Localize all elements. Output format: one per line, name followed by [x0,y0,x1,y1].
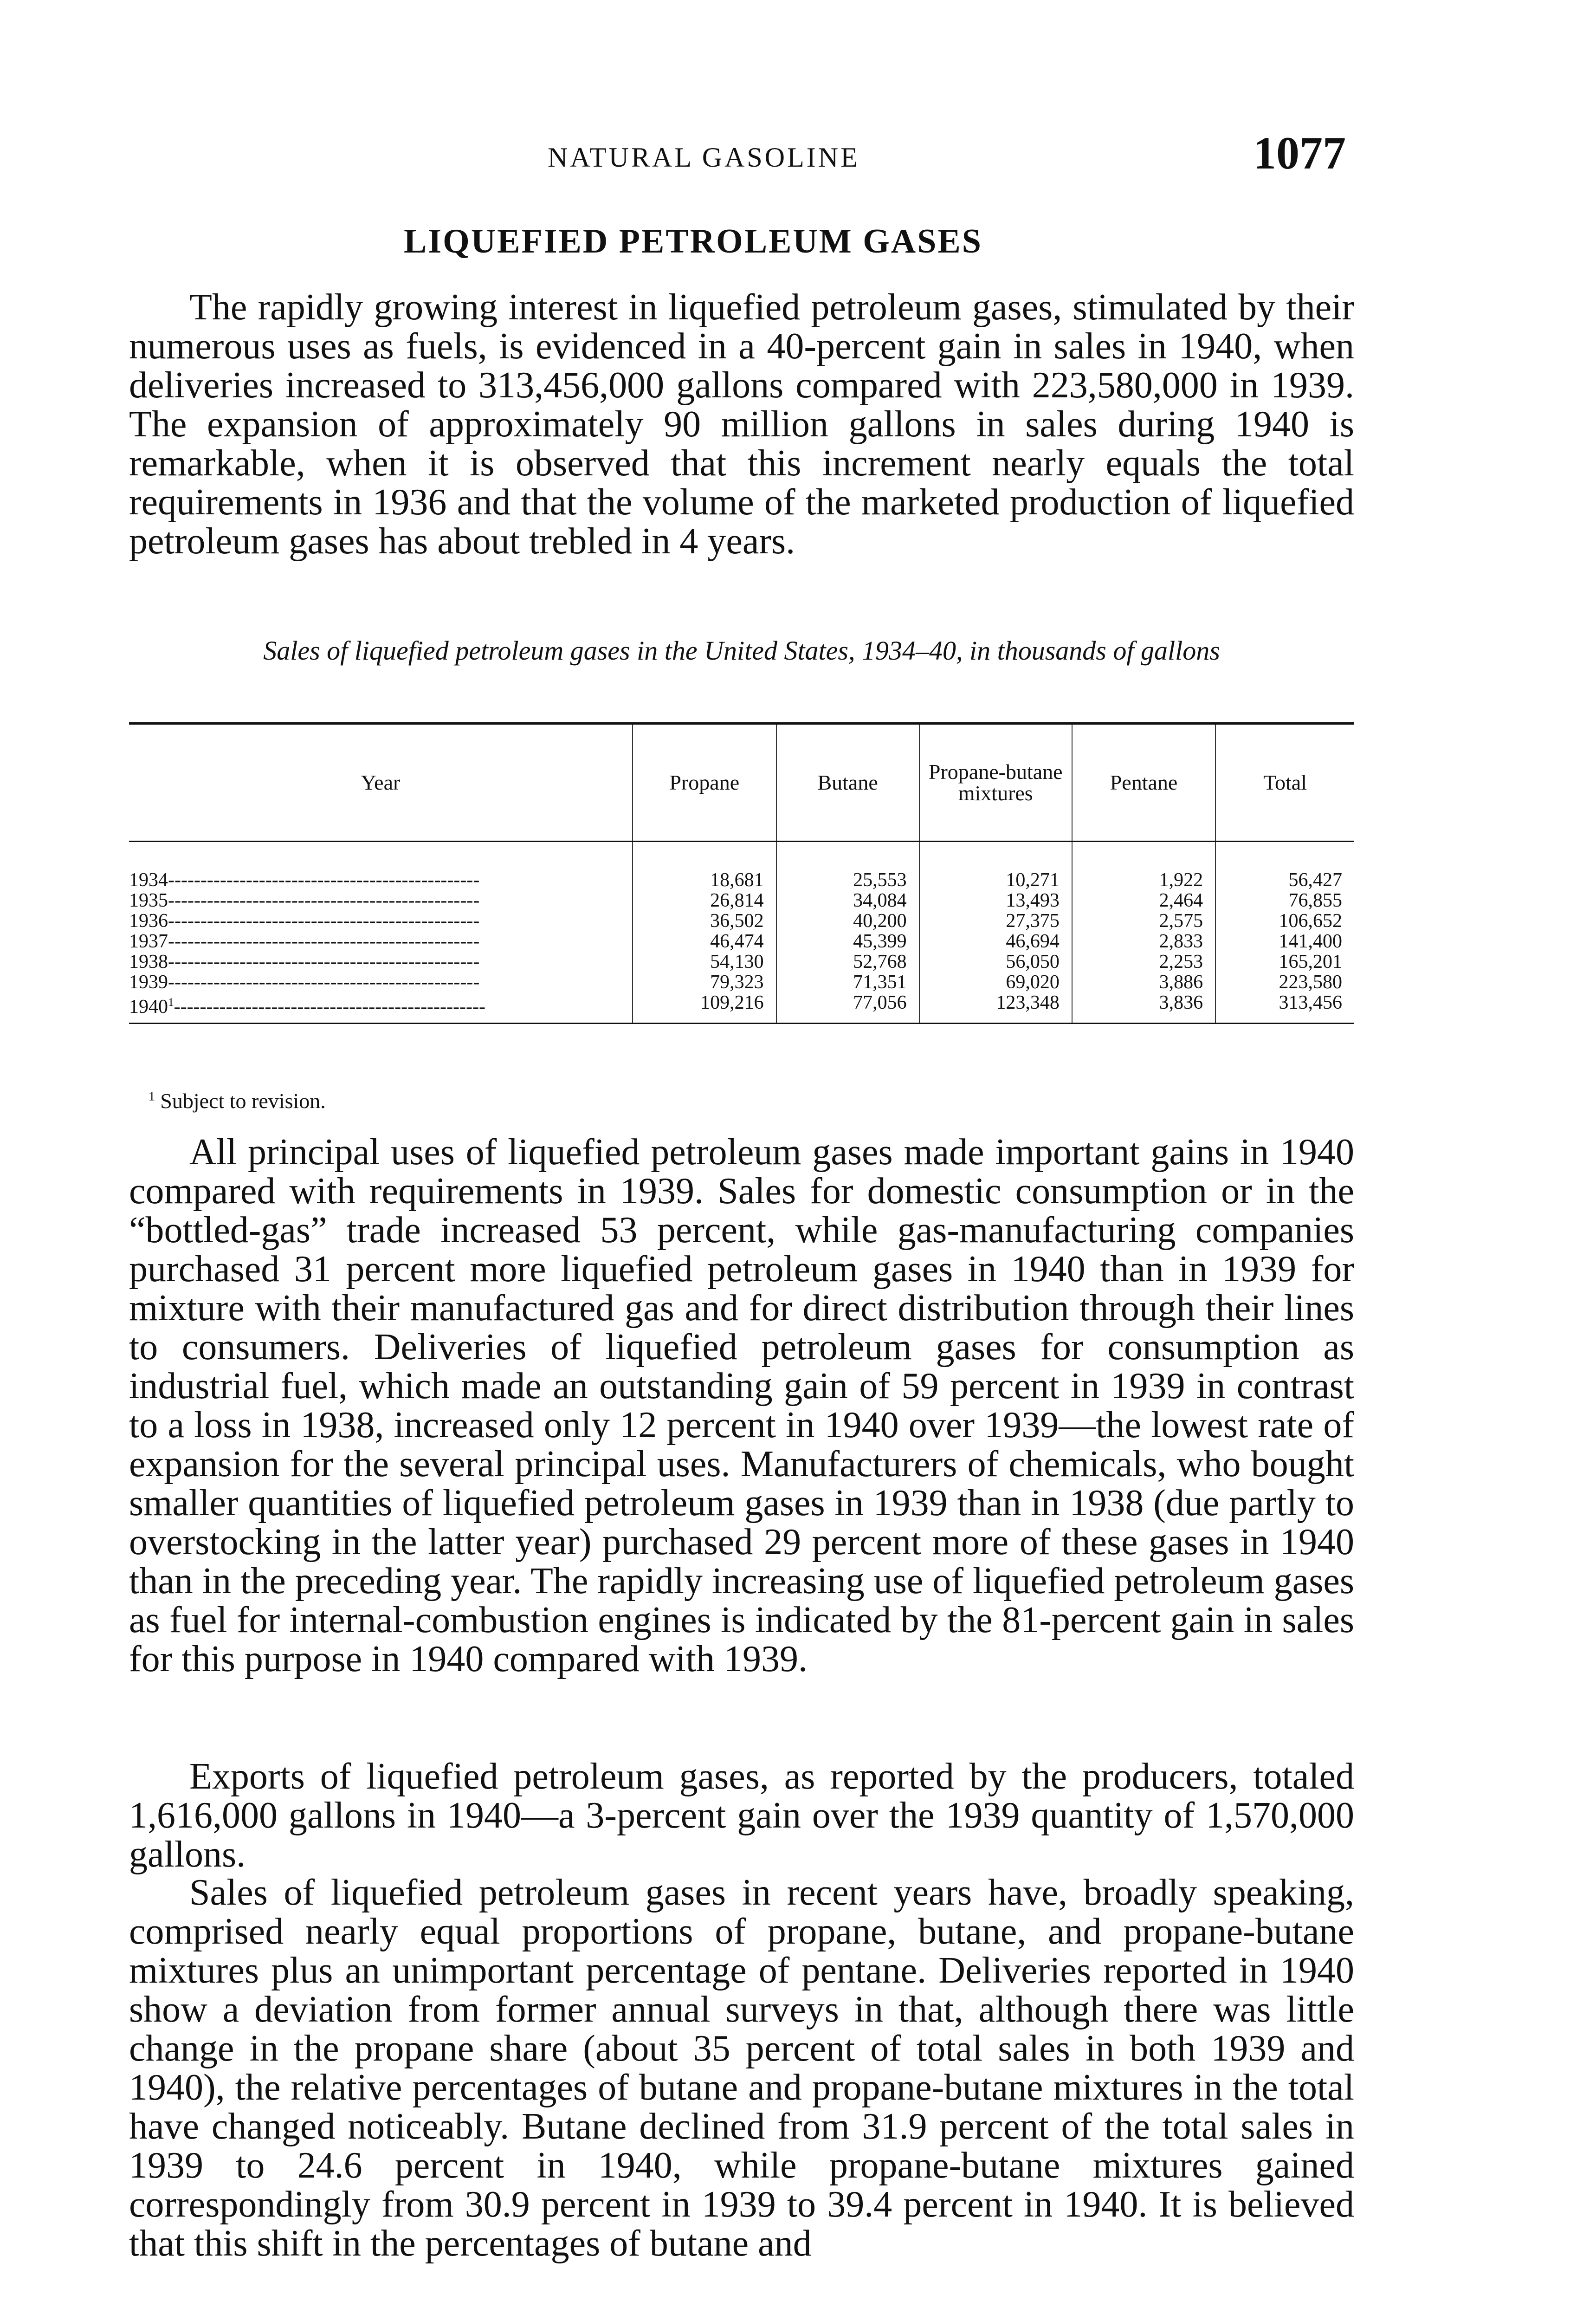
pentane-cell: 1,922 [1159,869,1203,891]
propane-column [633,842,776,1024]
year-cell: 1938------------------------------------------------ [129,952,480,972]
butane-cell: 25,553 [853,869,907,891]
year-cell: 1935------------------------------------------------ [129,890,480,911]
intro-paragraph: The rapidly growing interest in liquefied petroleum gases, stimulated by their numerous uses as fuels, is evidenced in a 40-percent gain in sales in 1940, when deliveries increased to 313,456,000 gallons compared with 223,580,000 in 1939. The expansion of approximately 90 million gallons in sales during 1940 is remarkable, when it is observed that this increment nearly equals the total requirements in 1936 and that the volume of the marketed production of liquefied petroleum gases has about trebled in 4 years. [129,287,1354,562]
butane-cell: 71,351 [853,972,907,993]
column-header-pentane: Pentane [1072,724,1215,842]
mixtures-cell: 46,694 [1006,931,1060,952]
column-header-mixtures: Propane-butane mixtures [919,724,1072,842]
total-cell: 76,855 [1288,890,1342,911]
total-cell: 223,580 [1279,972,1342,993]
propane-cell: 46,474 [710,931,764,952]
propane-cell: 18,681 [710,869,764,891]
propane-cell: 26,814 [710,890,764,911]
pentane-cell: 2,575 [1159,910,1203,932]
mixtures-cell: 69,020 [1006,972,1060,993]
body-paragraph-uses: All principal uses of liquefied petroleum gases made important gains in 1940 compared with requirements in 1939. Sales for domestic consumption or in the “bottled-gas” trade increased 53 percent, while gas-manufacturing companies purchased 31 percent more liquefied petroleum gases in 1940 than in 1939 for mixture with their manufactured gas and for direct distribution through their lines to consumers. Deliveries of liquefied petroleum gases for consumption as industrial fuel, which made an outstanding gain of 59 percent in 1939 in contrast to a loss in 1938, increased only 12 percent in 1940 over 1939—the lowest rate of expansion for the several principal uses. Manufacturers of chemicals, who bought smaller quantities of liquefied petroleum gases in 1939 than in 1938 (due partly to overstocking in the latter year) purchased 29 percent more of these gases in 1940 than in the preceding year. The rapidly increasing use of liquefied petroleum gases as fuel for internal-combustion engines is indicated by the 81-percent gain in sales for this purpose in 1940 compared with 1939. [129,1132,1354,1679]
pentane-cell: 3,836 [1159,992,1203,1013]
column-header-year: Year [129,724,633,842]
footnote-text: Subject to revision. [160,1089,326,1113]
total-cell: 106,652 [1279,910,1342,932]
page-number: 1077 [1253,127,1346,179]
pentane-cell: 2,833 [1159,931,1203,952]
year-cell: 1937------------------------------------------------ [129,931,480,952]
butane-cell: 34,084 [853,890,907,911]
table-footnote [149,1089,326,1113]
propane-cell: 79,323 [710,972,764,993]
running-head: NATURAL GASOLINE [548,142,860,173]
butane-cell: 77,056 [853,992,907,1013]
mixtures-cell: 27,375 [1006,910,1060,932]
total-cell: 165,201 [1279,951,1342,972]
total-cell: 56,427 [1288,869,1342,891]
table-header-row [129,724,1354,842]
propane-cell: 36,502 [710,910,764,932]
mixtures-cell: 123,348 [996,992,1060,1013]
year-cell: 1939------------------------------------------------ [129,972,480,992]
butane-column [776,842,919,1024]
body-paragraph-exports: Exports of liquefied petroleum gases, as reported by the producers, totaled 1,616,000 gallons in 1940—a 3-percent gain over the 1939 quantity of 1,570,000 gallons. [129,1756,1354,1875]
butane-cell: 52,768 [853,951,907,972]
body-paragraph-shares: Sales of liquefied petroleum gases in recent years have, broadly speaking, comprised nearly equal proportions of propane, butane, and propane-butane mixtures plus an unimportant percentage of pentane. Deliveries reported in 1940 show a deviation from former annual surveys in that, although there was little change in the propane share (about 35 percent of total sales in both 1939 and 1940), the relative percentages of butane and propane-butane mixtures in the total have changed noticeably. Butane declined from 31.9 percent of the total sales in 1939 to 24.6 percent in 1940, while propane-butane mixtures gained correspondingly from 30.9 percent in 1939 to 39.4 percent in 1940. It is believed that this shift in the percentages of butane and [129,1872,1354,2264]
propane-cell: 109,216 [700,992,764,1013]
year-cell: 1934------------------------------------------------ [129,870,480,890]
mixtures-cell: 13,493 [1006,890,1060,911]
column-header-total: Total [1215,724,1354,842]
butane-cell: 45,399 [853,931,907,952]
year-cell: 1936------------------------------------------------ [129,911,480,931]
pentane-column [1072,842,1215,1024]
footnote-mark: 1 [149,1089,155,1103]
year-cell: 1940$^1$------------------------------------------------ [129,996,485,1017]
mixtures-cell: 10,271 [1006,869,1060,891]
total-cell: 313,456 [1279,992,1342,1013]
total-cell: 141,400 [1279,931,1342,952]
column-header-propane: Propane [633,724,776,842]
column-header-butane: Butane [776,724,919,842]
section-title: LIQUEFIED PETROLEUM GASES [404,222,982,260]
propane-cell: 54,130 [710,951,764,972]
pentane-cell: 3,886 [1159,972,1203,993]
total-column [1215,842,1354,1024]
mixtures-column [919,842,1072,1024]
table-caption: Sales of liquefied petroleum gases in the United States, 1934–40, in thousands of gallons [263,635,1220,666]
butane-cell: 40,200 [853,910,907,932]
pentane-cell: 2,464 [1159,890,1203,911]
pentane-cell: 2,253 [1159,951,1203,972]
mixtures-cell: 56,050 [1006,951,1060,972]
year-column [129,842,633,1024]
sales-table [129,722,1354,1024]
table-body-row [129,842,1354,1024]
